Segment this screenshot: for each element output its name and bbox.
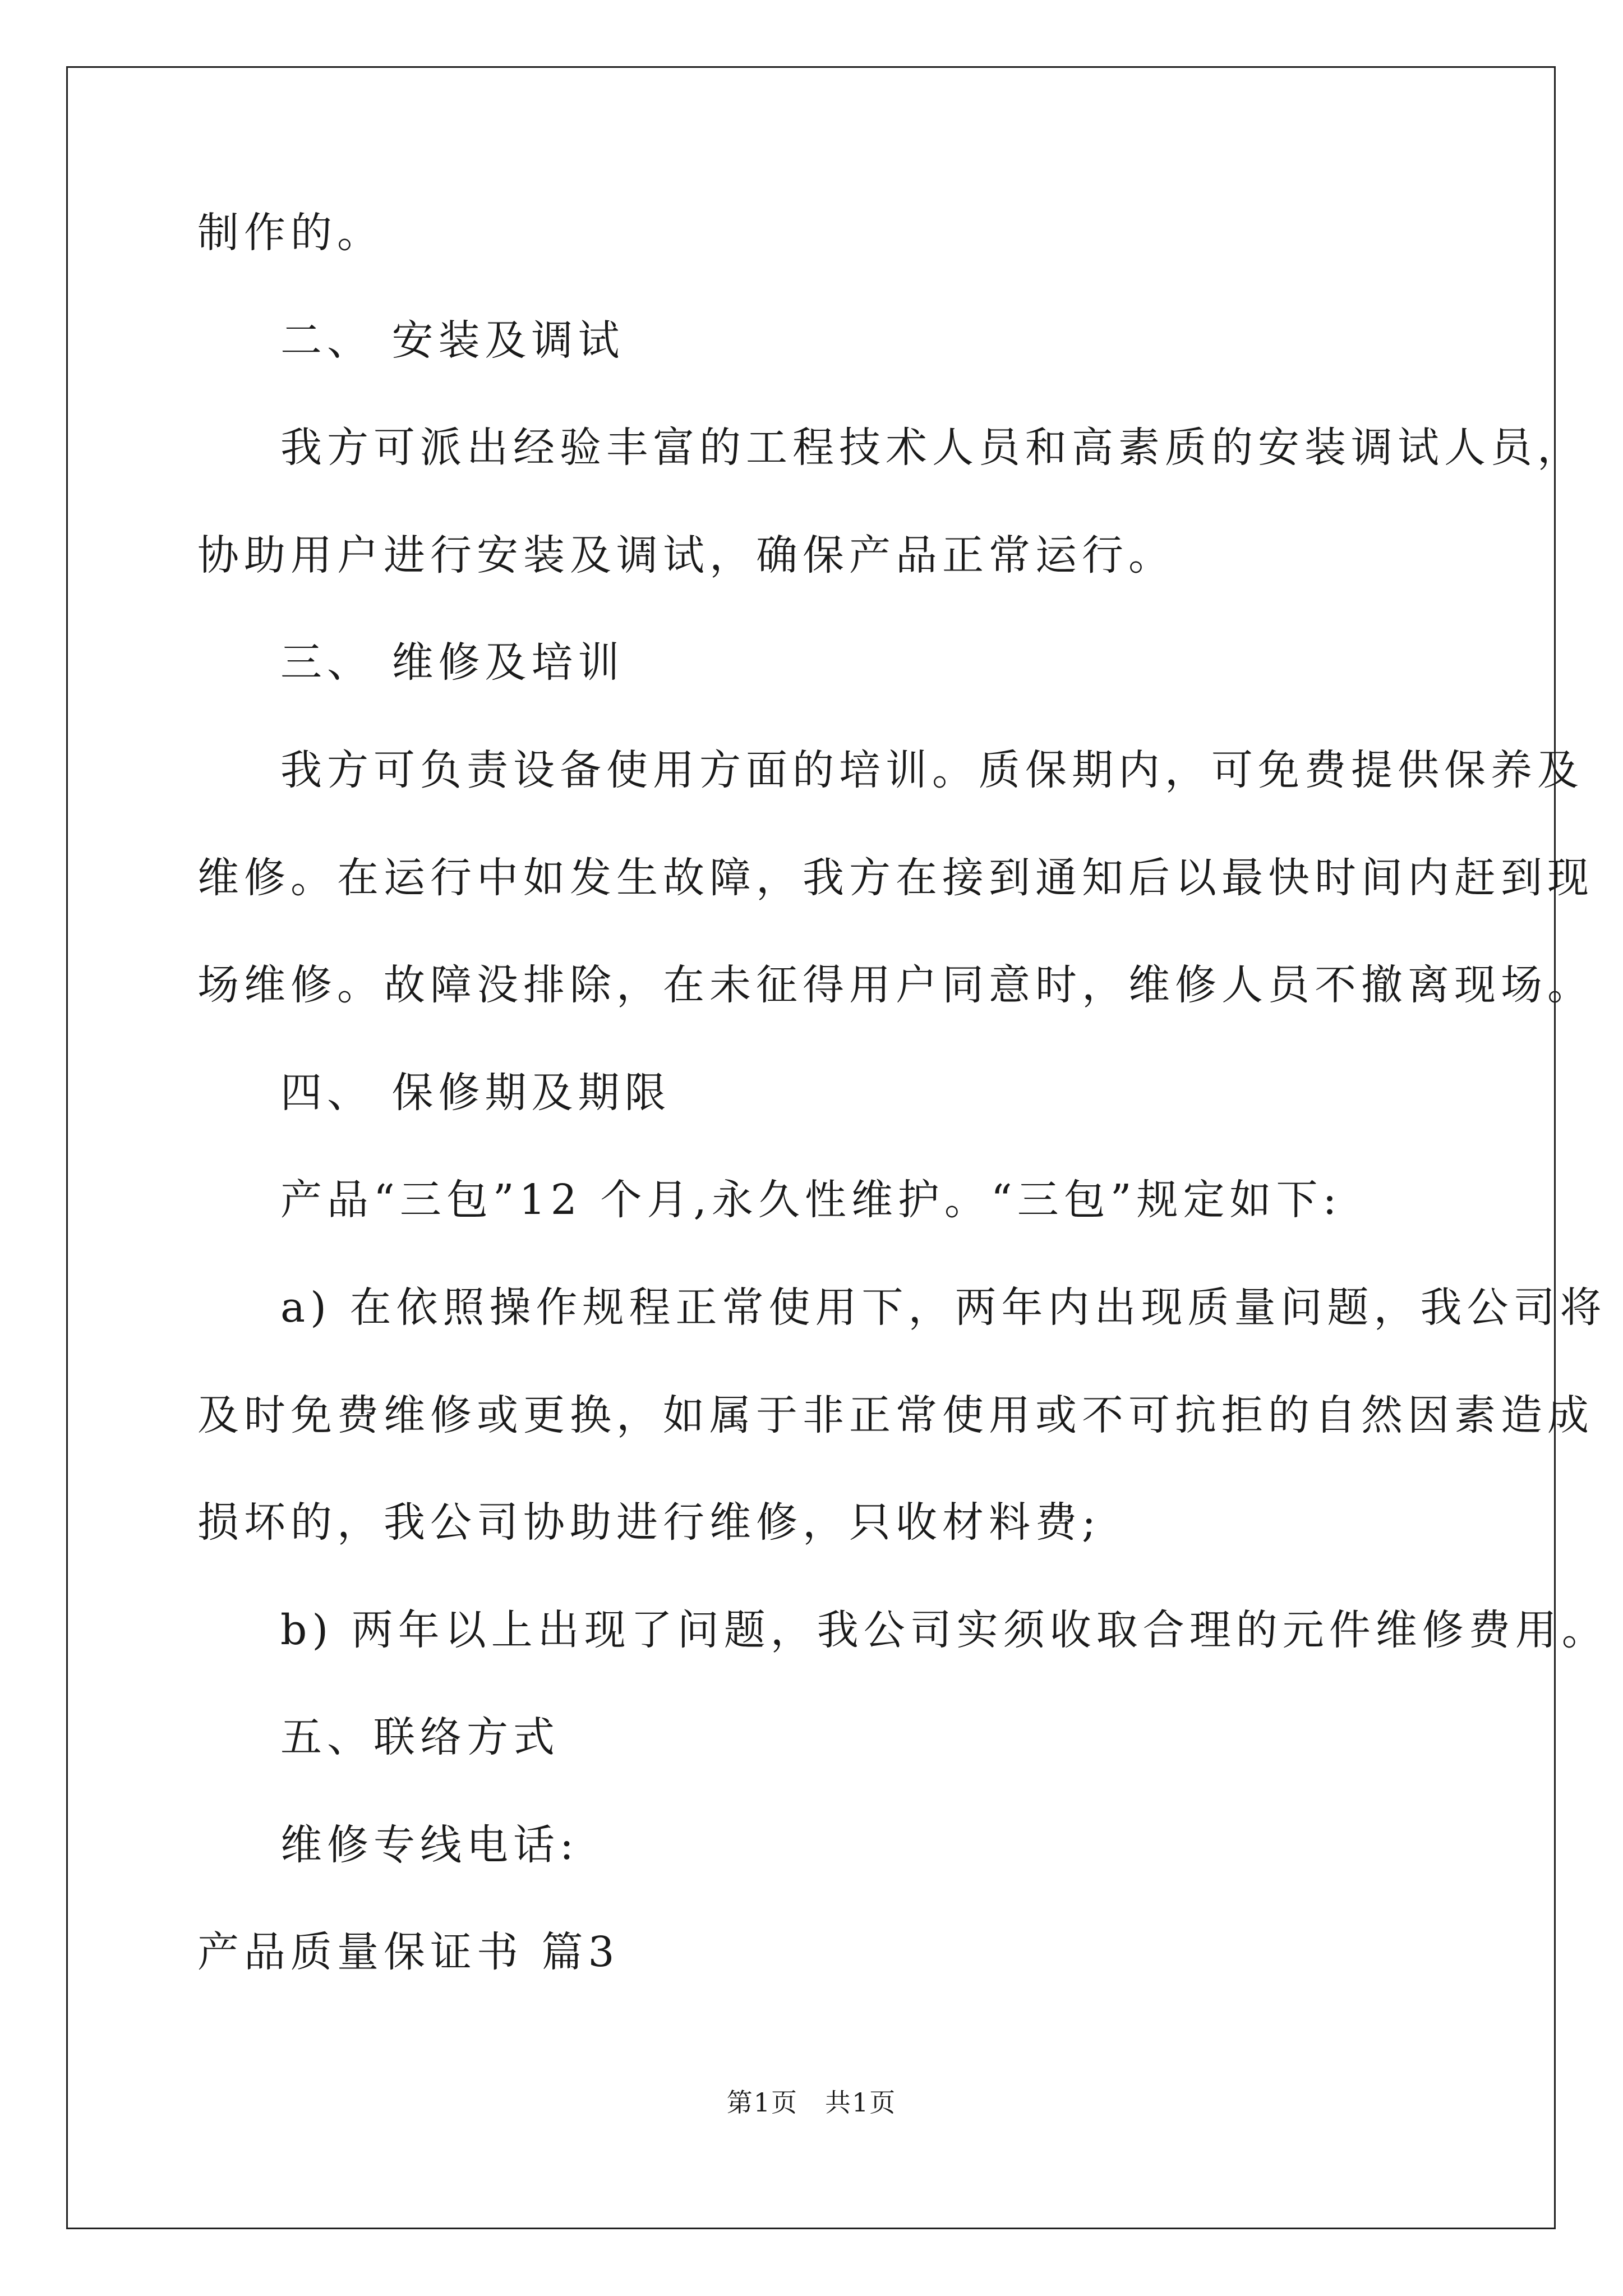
page-border	[66, 66, 1556, 2229]
text-line-11: a) 在依照操作规程正常使用下，两年内出现质量问题，我公司将	[280, 1283, 1607, 1332]
text-line-6: 我方可负责设备使用方面的培训。质保期内，可免费提供保养及	[280, 746, 1584, 794]
text-line-8: 场维修。故障没排除，在未征得用户同意时，维修人员不撤离现场。	[197, 961, 1594, 1009]
text-line-7: 维修。在运行中如发生故障，我方在接到通知后以最快时间内赶到现	[197, 854, 1594, 902]
text-line-12: 及时免费维修或更换，如属于非正常使用或不可抗拒的自然因素造成	[197, 1391, 1594, 1439]
page-footer: 第1页 共1页	[726, 2087, 897, 2118]
text-line-4: 协助用户进行安装及调试，确保产品正常运行。	[197, 531, 1175, 579]
article-title: 产品质量保证书 篇3	[197, 1928, 620, 1976]
section-heading-4: 四、 保修期及期限	[280, 1069, 671, 1117]
text-line-14: b) 两年以上出现了问题，我公司实须收取合理的元件维修费用。	[280, 1606, 1608, 1654]
section-heading-2: 二、 安装及调试	[280, 316, 625, 365]
text-line-13: 损坏的，我公司协助进行维修，只收材料费;	[197, 1498, 1101, 1547]
text-line-16: 维修专线电话:	[280, 1821, 579, 1869]
section-heading-5: 五、联络方式	[280, 1713, 560, 1761]
text-line-10: 产品“三包”12 个月,永久性维护。“三包”规定如下:	[280, 1176, 1342, 1224]
text-line-1: 制作的。	[197, 209, 384, 257]
text-line-3: 我方可派出经验丰富的工程技术人员和高素质的安装调试人员，	[280, 424, 1584, 472]
section-heading-3: 三、 维修及培训	[280, 638, 625, 687]
